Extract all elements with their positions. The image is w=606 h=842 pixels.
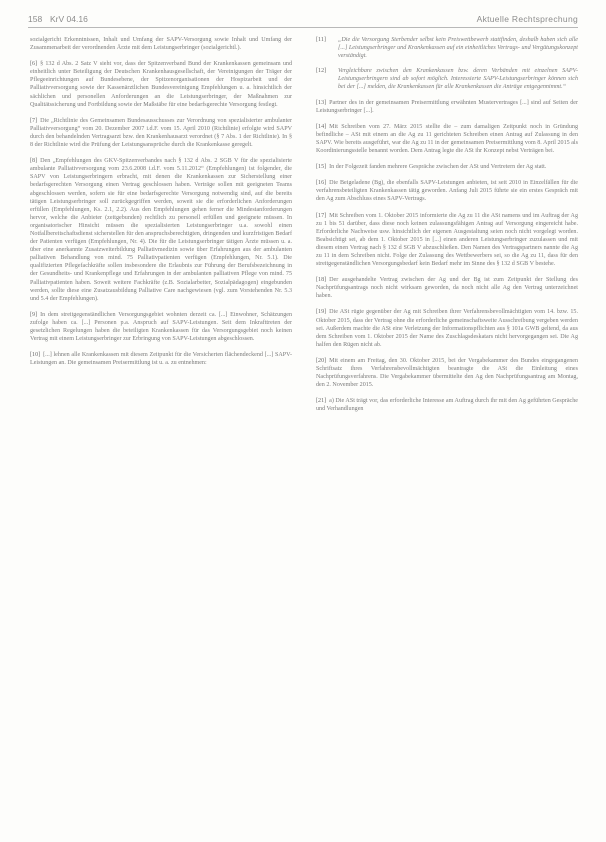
paragraph <box>316 179 578 203</box>
paragraph-text: § 132 d Abs. 2 Satz V sieht vor, dass der Spitzenverband Bund der Krankenkassen gemeinsam und einheitlich unter Beteiligung der Deutschen Krankenhausgesellschaft, der Vereinigungen der Träger der Pflegeeinrichtungen auf Bundesebene, der Spitzenorganisationen der Hospizarbeit und der Palliativversorgung sowie der Kassenärztlichen Bundesvereinigung Empfehlungen u. a. hinsichtlich der sächlichen und personellen Anforderungen an die Leistungserbringer, der Maßnahmen zur Qualitätssicherung und Fortbildung sowie der Maßstäbe für eine bedarfsgerechte Versorgung festlegt. <box>30 61 292 108</box>
paragraph <box>316 308 578 348</box>
paragraph <box>316 163 578 171</box>
paragraph <box>316 397 578 413</box>
left-column <box>30 36 292 375</box>
paragraph-number: [8] <box>30 158 38 165</box>
paragraph <box>30 351 292 367</box>
paragraph-text: a) Die ASt trägt vor, das erforderliche Interesse am Auftrag durch ihr mit den Ag geführten Gespräche und Verhandlungen <box>316 398 578 413</box>
paragraph-text: Die „Richtlinie des Gemeinsamen Bundesausschusses zur Verordnung von spezialisierter ambulanter Palliativversorgung“ vom 20. Dezember 2007 i.d.F. vom 15. April 2010 (Richtlinie) erfolgte wird SAPV durch den behandelnden Vertragsarzt bzw. den Krankenhausarzt verordnet (§ 7 Abs. 1 der Richtlinie). In § 8 der Richtlinie wird die Prüfung der Leistungsansprüche durch die Krankenkasse geregelt. <box>30 117 292 149</box>
paragraph <box>316 123 578 155</box>
paragraph-number: [12] <box>316 68 327 75</box>
paragraph-number: [16] <box>316 180 327 187</box>
paragraph-text: Der ausgehandelte Vertrag zwischen der Ag und der Bg ist zum Zeitpunkt der Stellung des Nachprüfungsantrags noch nicht wirksam geworden, da noch nicht alle Ag den Vertrag unterzeichnet haben. <box>316 277 578 300</box>
paragraph <box>30 60 292 109</box>
paragraph-text: Mit Schreiben vom 27. März 2015 stellte die – zum damaligen Zeitpunkt noch in Gründung befindliche – ASt mit einem an die Ag zu 11 gerichteten Schreiben einen Antrag auf Zulassung in den SAPV. Wie bereits ausgeführt, war die Ag zu 11 in der gemeinsamen Preisermittlung vom 8. April 2015 als Koordinierungsstelle benannt worden. Dem Antrag legte die ASt ihr Konzept nebst Verträgen bei. <box>316 123 578 155</box>
header-rule <box>28 27 578 28</box>
paragraph-number: [15] <box>316 164 327 171</box>
section-title: Aktuelle Rechtsprechung <box>476 14 578 24</box>
paragraph-number: [13] <box>316 99 327 106</box>
paragraph-text: In dem streitgegenständlichen Versorgungsgebiet wohnten derzeit ca. [...] Einwohner, Schätzungen zufolge haben ca. [...] Personen p.a. Anspruch auf SAPV-Leistungen. Seit dem Inkrafttreten der gesetzlichen Regelungen haben die beteiligten Krankenkassen für das Versorgungsgebiet noch keinen Vertrag mit einem Leistungserbringer zur Erbringung von SAPV-Leistungen abgeschlossen. <box>30 311 292 343</box>
paragraph-number: [9] <box>30 311 38 318</box>
paragraph-text: Mit Schreiben vom 1. Oktober 2015 informierte die Ag zu 11 die ASt namens und im Auftrag der Ag zu 1 bis 51 darüber, dass diese noch keinen zulassungsfähigen Antrag auf Versorgung eingereicht habe. Erforderliche Nachweise usw. hinsichtlich der eigenen Ausgestaltung seien noch nicht vorgelegt worden. Beabsichtigt sei, ab dem 1. Oktober 2015 in [...] einen anderen Leistungserbringer zuzulassen und mit diesem einen Vertrag nach § 132 d SGB V abzuschließen. Den Namen des Vertragspartners nannte die Ag zu 11 in dem Schreiben nicht. Folge der Zulassung des Wettbewerbers sei, so die Ag zu 11, dass für den streitgegenständlichen Versorgungsbedarf kein Bedarf mehr im Sinne des § 132 d SGB V bestehe. <box>316 212 578 268</box>
paragraph-number: [21] <box>316 398 327 405</box>
paragraph-text: Mit einem am Freitag, den 30. Oktober 2015, bei der Vergabekammer des Bundes eingegangenen Schriftsatz ihres Verfahrensbevollmächtigten beantragte die ASt die Einleitung eines Nachprüfungsverfahrens. Die Vergabekammer übermittelte den Ag den Nachprüfungsantrag am Montag, den 2. November 2015. <box>316 357 578 389</box>
paragraph-number: [20] <box>316 357 327 364</box>
paragraph <box>30 311 292 343</box>
paragraph <box>316 357 578 389</box>
quoted-paragraph <box>316 36 578 60</box>
paragraph-number: [14] <box>316 123 327 130</box>
paragraph <box>316 99 578 115</box>
paragraph-text: [...] lehnen alle Krankenkassen mit diesem Zeitpunkt für die Versicherten flächendeckend [...] SAPV-Leistungen an. Die gemeinsamen Preisermittlung ist u. a. zu entnehmen: <box>30 352 292 367</box>
quoted-paragraph <box>316 67 578 91</box>
paragraph <box>30 157 292 303</box>
paragraph-text: „Die die Versorgung Sterbender selbst kein Preiswettbewerb stattfinden, deshalb haben sich alle [...] Leistungserbringer und Krankenkassen auf ein einheitliches Vertrags- und Vergütungskonzept verständigt. <box>338 37 578 60</box>
paragraph-text: sozialgericht Erkenntnissen, Inhalt und Umfang der SAPV-Versorgung sowie Inhalt und Umfang der Zusammenarbeit der verordnenden Ärzte mit dem Leistungserbringer (sozialgerichtl.). <box>30 37 292 52</box>
right-column <box>316 36 578 421</box>
paragraph-number: [17] <box>316 212 327 219</box>
paragraph <box>30 117 292 149</box>
journal-issue: KrV 04.16 <box>50 14 88 24</box>
page-header <box>28 12 578 28</box>
paragraph-text: Vergleichbare zwischen den Krankenkassen bzw. deren Verbänden mit einzelnen SAPV-Leistungserbringern sind ab sofort möglich. Interessierte SAPV-Leistungserbringer können sich bei der [...] melden, die Krankenkassen für alle Krankenkassen die Anträge entgegennimmt.“ <box>338 68 578 91</box>
paragraph-number: [11] <box>316 37 326 43</box>
paragraph-number: [18] <box>316 277 327 284</box>
paragraph-text: Die ASt rügte gegenüber der Ag mit Schreiben ihrer Verfahrensbevollmächtigten vom 14. bzw. 15. Oktober 2015, dass der Vertrag ohne die erforderliche gemeinschaftsweite Ausschreibung vergeben werden sei. Außerdem machte die ASt eine Verletzung der Informationspflichten aus § 101a GWB geltend, da aus dem Schreiben vom 1. Oktober 2015 der Name des Zuschlagsdeskatars nicht hervorgegangen sei. Die Ag halfen den Rügen nicht ab. <box>316 309 578 348</box>
paragraph-number: [6] <box>30 61 38 68</box>
paragraph <box>316 212 578 269</box>
paragraph <box>30 36 292 52</box>
paragraph-text: In der Folgezeit fanden mehrere Gespräche zwischen der ASt und Vertretern der Ag statt. <box>329 164 547 171</box>
paragraph-number: [19] <box>316 309 327 316</box>
paragraph-text: Partner des in der gemeinsamen Preisermittlung erwähnten Mustervertrages [...] sind auf Seiten der Leistungserbringer [...]. <box>316 99 578 114</box>
paragraph-text: Die Beigeladene (Bg), die ebenfalls SAPV-Leistungen anbieten, ist seit 2010 in Einzelfällen für die verfahrensbeteiligten Krankenkassen tätig geworden. Anfang Juli 2015 führte sie ein erstes Gespräch mit den Ag zum Abschluss eines SAPV-Vertrags. <box>316 180 578 203</box>
paragraph-text: Den „Empfehlungen des GKV-Spitzenverbandes nach § 132 d Abs. 2 SGB V für die spezialisierte ambulante Palliativversorgung vom 23.6.2008 i.d.F. vom 5.11.2012“ (Empfehlungen) ist folgender, die SAPV von Leistungserbringern erbracht, mit denen die Krankenkassen zur Sicherstellung einer bedarfsgerechten Versorgung einen Vertrag geschlossen haben. Verträge sollen mit geeigneten Teams abgeschlossen werden, sofern sie für eine bedarfsgerechte Versorgung notwendig sind, auf die bereits tätigen Leistungserbringer soll zurückgegriffen werden, soweit sie die erforderlichen Anforderungen erfüllen (Empfehlungen, Ks. 2.1, 2.2). Aus den Empfehlungen gehen ferner die Mindestanforderungen hervor, welche die Anbieter (zeitgebunden) rechtlich zu personell erfüllen und geeignete müssen. In organisatorischer Hinsicht müssen die spezialisierten Leistungserbringer u.a. sowohl einen Notfallbereitschaftsdienst sicherstellen für den anspruchsberechtigten, dringenden und kurzfristigen Bedarf der Patienten verfügen (Empfehlungen, Nr. 4). Die für die Leistungserbringer tätigen Ärzte müssen u. a. über eine anerkannte Zusatzweiterbildung Palliativmedizin sowie über Erfahrungen aus der ambulanten palliativen Behandlung von mind. 75 Palliativpatienten verfügen (Empfehlungen, Nr. 5.1). Die qualifizierten Pflegefachkräfte sollen insbesondere die Erlaubnis zur Führung der Berufsbezeichnung in der Gesundheits- und Krankenpflege und Erfahrungen in der ambulanten palliativen Pflege von mind. 75 Palliativpatienten haben. Soweit weitere Fachkräfte (z.B. Sozialarbeiter, Sozialpädagogen) eingebunden werden, sollte diese eine Zusatzausbildung Palliative Care nachgewiesen (vgl. zum Vorstehenden Nr. 5.3 und 5.4 der Empfehlungen). <box>30 158 292 302</box>
paragraph-number: [10] <box>30 352 41 359</box>
paragraph-number: [7] <box>30 117 38 124</box>
page-number: 158 <box>28 14 43 24</box>
paragraph <box>316 276 578 300</box>
